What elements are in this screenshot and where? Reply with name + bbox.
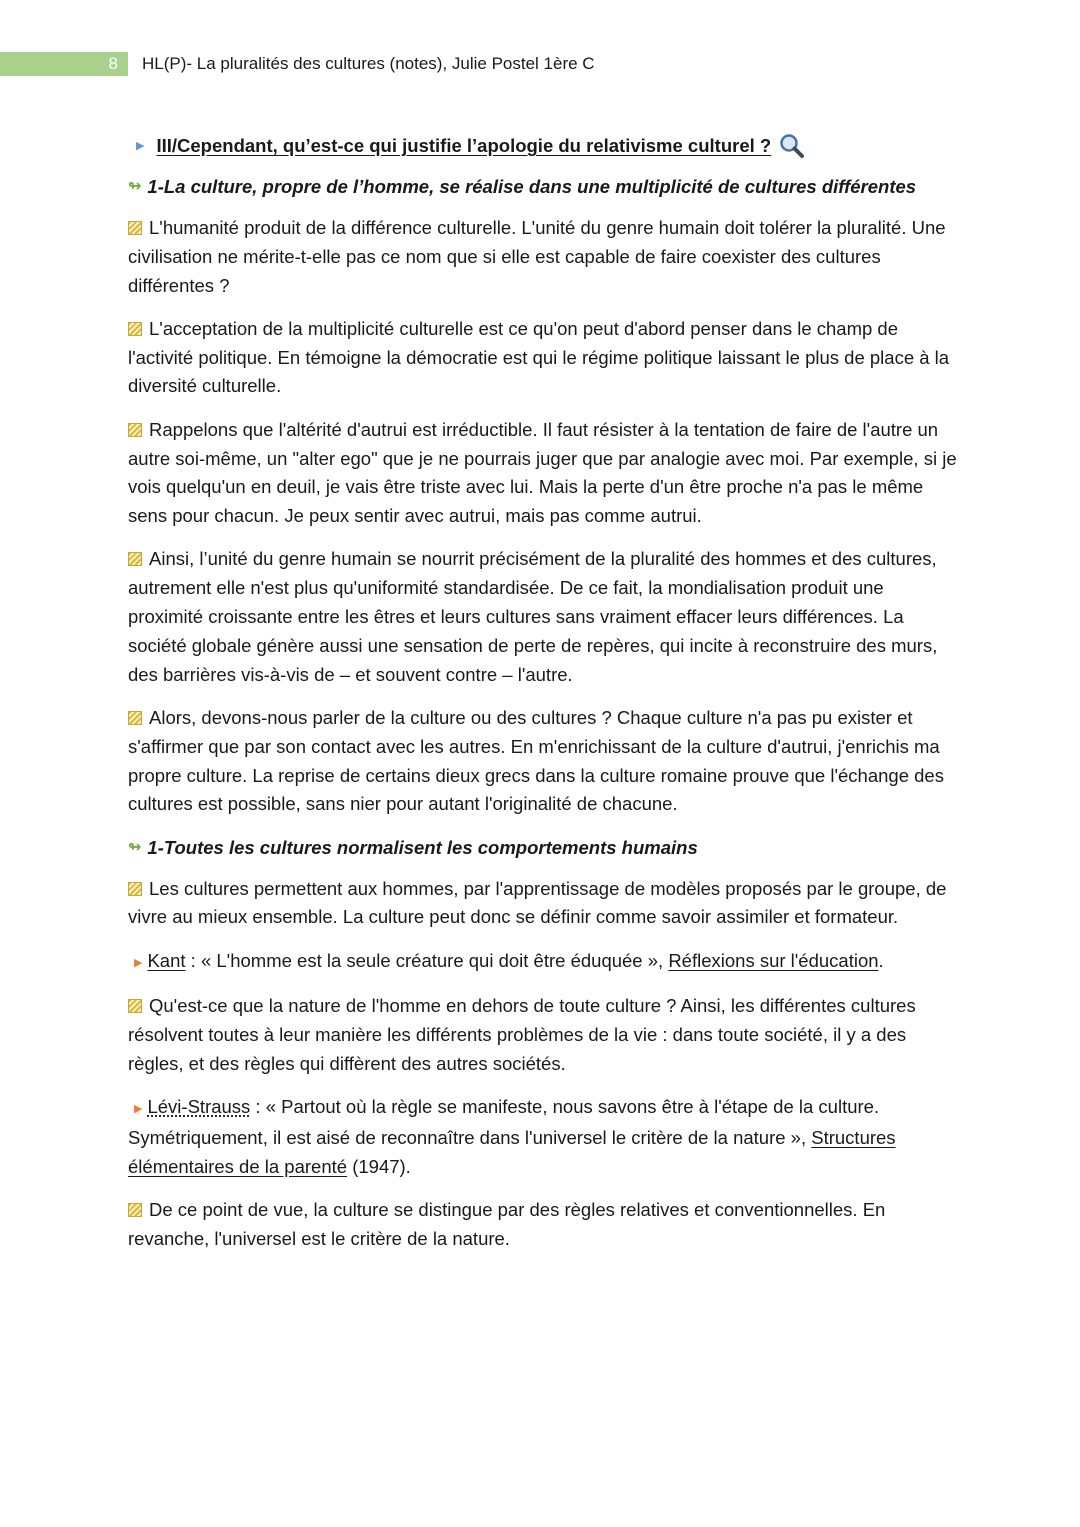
orange-triangle-icon: ▶ bbox=[134, 1102, 143, 1115]
quote-work: Structures élémentaires de la parenté bbox=[128, 1126, 896, 1177]
paragraph: Qu'est-ce que la nature de l'homme en dehors de toute culture ? Ainsi, les différentes cultures résolvent toutes à leur manière les différents problèmes de la vie : dans toute société, il y a des règles, et des règles qui diffèrent des autres sociétés. bbox=[128, 995, 916, 1074]
hatched-square-bullet-icon bbox=[128, 999, 142, 1013]
orange-triangle-icon: ▶ bbox=[134, 956, 143, 969]
header-title: HL(P)- La pluralités des cultures (notes), Julie Postel 1ère C bbox=[142, 54, 595, 73]
section-heading-text: III/Cependant, qu’est-ce qui justifie l’apologie du relativisme culturel ? bbox=[156, 135, 772, 156]
curly-arrow-icon: ↬ bbox=[128, 838, 142, 856]
subheading-2 bbox=[128, 834, 958, 862]
triangle-bullet-icon: ▶ bbox=[136, 140, 145, 152]
hatched-square-bullet-icon bbox=[128, 711, 142, 725]
quote-kant: ▶ Kant : « L'homme est la seule créature qui doit être éduquée », Réflexions sur l'éducation. bbox=[134, 949, 884, 971]
hatched-square-bullet-icon bbox=[128, 423, 142, 437]
paragraph: Alors, devons-nous parler de la culture ou des cultures ? Chaque culture n'a pas pu exister et s'affirmer que par son contact avec les autres. En m'enrichissant de la culture d'autrui, j'enrichis ma propre culture. La reprise de certains dieux grecs dans la culture romaine prouve que l'échange des cultures est possible, sans nier pour autant l'originalité de chacune. bbox=[128, 706, 944, 815]
hatched-square-bullet-icon bbox=[128, 221, 142, 235]
hatched-square-bullet-icon bbox=[128, 1203, 142, 1217]
hatched-square-bullet-icon bbox=[128, 322, 142, 336]
document-body bbox=[128, 128, 958, 1268]
paragraph: Ainsi, l’unité du genre humain se nourrit précisément de la pluralité des hommes et des cultures, autrement elle n'est plus qu'uniformité standardisée. De ce fait, la mondialisation produit une proximité croissante entre les êtres et leurs cultures sans vraiment effacer leurs différences. La société globale génère aussi une sensation de perte de repères, qui incite à reconstruire des murs, des barrières vis-à-vis de – et souvent contre – l'autre. bbox=[128, 548, 938, 685]
magnifier-icon bbox=[779, 133, 805, 159]
paragraph: L'humanité produit de la différence culturelle. L'unité du genre humain doit tolérer la pluralité. Une civilisation ne mérite-t-elle pas ce nom que si elle est capable de faire coexister des cultures différentes ? bbox=[128, 217, 946, 296]
page-number-box bbox=[0, 52, 128, 76]
paragraph: Rappelons que l'altérité d'autrui est irréductible. Il faut résister à la tentation de faire de l'autre un autre soi-même, un "alter ego" que je ne pourrais juger que par analogie avec moi. Par exemple, si je vois quelqu'un en deuil, je vais être triste avec lui. Mais la perte d'un être proche n'a pas le même sens pour chacun. Je peux sentir avec autrui, mais pas comme autrui. bbox=[128, 418, 957, 527]
quote-work: Réflexions sur l'éducation bbox=[668, 949, 879, 971]
subheading-1-text: 1-La culture, propre de l’homme, se réalise dans une multiplicité de cultures différentes bbox=[147, 176, 917, 197]
page-number: 8 bbox=[108, 54, 118, 73]
paragraph: Les cultures permettent aux hommes, par l'apprentissage de modèles proposés par le groupe, de vivre au mieux ensemble. La culture peut donc se définir comme savoir assimiler et formateur. bbox=[128, 877, 947, 928]
paragraph: L'acceptation de la multiplicité culturelle est ce qu'on peut d'abord penser dans le champ de l'activité politique. En témoigne la démocratie est qui le régime politique laissant le plus de place à la diversité culturelle. bbox=[128, 317, 950, 397]
quote-author: Kant bbox=[147, 949, 186, 971]
quote-author: Lévi-Strauss bbox=[147, 1095, 251, 1117]
paragraph: De ce point de vue, la culture se distingue par des règles relatives et conventionnelles. En revanche, l'universel est le critère de la nature. bbox=[128, 1198, 886, 1249]
quote-levi-strauss: ▶ Lévi-Strauss : « Partout où la règle se manifeste, nous savons être à l'étape de la culture. Symétriquement, il est aisé de reconnaître dans l'universel le critère de la nature », Structures élémentaires de la parenté (1947). bbox=[128, 1095, 896, 1177]
section-heading bbox=[128, 132, 958, 160]
page-header bbox=[0, 52, 1080, 76]
subheading-1 bbox=[128, 173, 958, 201]
subheading-2-text: 1-Toutes les cultures normalisent les comportements humains bbox=[147, 836, 698, 858]
curly-arrow-icon: ↬ bbox=[128, 178, 142, 195]
hatched-square-bullet-icon bbox=[128, 882, 142, 896]
hatched-square-bullet-icon bbox=[128, 552, 142, 566]
